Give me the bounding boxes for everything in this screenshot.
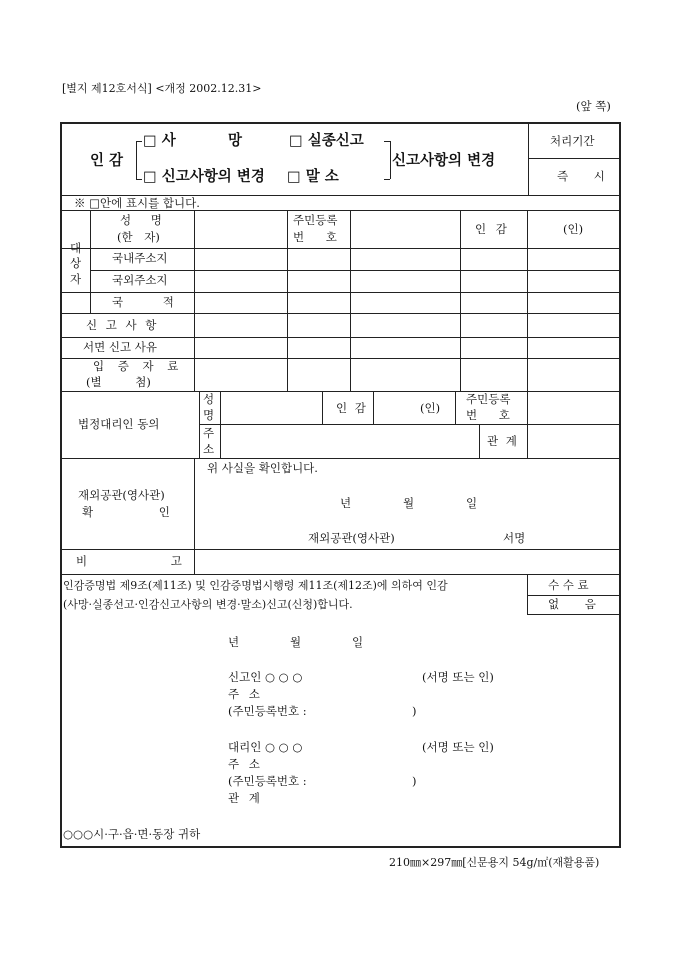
recipient: ○○○시·구·읍·면·동장 귀하 [63, 827, 201, 841]
reporter-rrn-close: ) [412, 704, 417, 718]
declaration-date-year: 년 [228, 635, 240, 649]
checkbox-note: ※ □안에 표시를 합니다. [74, 196, 200, 210]
option-missing[interactable]: □ 실종신고 [289, 132, 364, 149]
consulate-date-year: 년 [340, 496, 352, 510]
domestic-address-label: 국내주소지 [112, 251, 168, 265]
report-item-label: 신 고 사 항 [86, 318, 157, 332]
agent-name-label-1: 성 [203, 392, 215, 406]
evidence-label: 입 증 자 료 [93, 359, 179, 373]
option-cancel[interactable]: □ 말 소 [287, 168, 339, 185]
fee-label: 수 수 료 [548, 578, 589, 592]
proxy-rrn-close: ) [412, 774, 417, 788]
consulate-date-day: 일 [466, 496, 478, 510]
agent-relation-label: 관 계 [487, 434, 517, 448]
reporter-address: 주 소 [228, 687, 260, 701]
nationality-label: 국 적 [112, 295, 174, 309]
proxy-rrn: (주민등록번호 : [228, 774, 307, 788]
consulate-office: 재외공관(영사관) [308, 531, 395, 545]
agent-seal-mark: (인) [420, 401, 441, 415]
agent-rrn-label-1: 주민등록 [466, 392, 511, 406]
processing-period-value: 즉 시 [557, 169, 605, 183]
declaration-line-1: 인감증명법 제9조(제11조) 및 인감증명법시행령 제11조(제12조)에 의하여 인감 [63, 579, 448, 592]
rrn-label: 주민등록 [293, 213, 338, 227]
agent-address-label-1: 주 [203, 426, 215, 440]
reporter-sign: (서명 또는 인) [422, 670, 494, 684]
consulate-sign: 서명 [503, 531, 526, 545]
foreign-address-label: 국외주소지 [112, 273, 168, 287]
agent-seal-label: 인 감 [336, 401, 366, 415]
paper-spec: 210㎜×297㎜[신문용지 54g/㎡(재활용품) [389, 856, 600, 869]
proxy-sign: (서명 또는 인) [422, 740, 494, 754]
title-prefix: 인 감 [90, 152, 124, 169]
declaration-line-2: (사망·실종선고·인감신고사항의 변경·말소)신고(신청)합니다. [63, 598, 353, 611]
rrn-label-2: 번 호 [293, 230, 337, 244]
written-reason-label: 서면 신고 사유 [83, 340, 157, 354]
option-death[interactable]: □ 사 [143, 132, 176, 149]
remarks-label: 비 고 [76, 554, 182, 568]
option-change[interactable]: □ 신고사항의 변경 [143, 168, 265, 185]
reporter-rrn: (주민등록번호 : [228, 704, 307, 718]
name-label: 성 명 [120, 213, 162, 227]
subject-side-2: 상 [70, 256, 82, 270]
option-death-suffix: 망 [228, 132, 243, 149]
title-suffix: 신고사항의 변경 [392, 152, 496, 169]
subject-side-1: 대 [70, 241, 82, 255]
declaration-date-month: 월 [290, 635, 302, 649]
agent-rrn-label-2: 번 호 [466, 408, 510, 422]
name-hanja-label: (한 자) [117, 230, 160, 244]
agent-address-label-2: 소 [203, 442, 215, 456]
seal-mark: (인) [563, 222, 584, 236]
form-number: [별지 제12호서식] <개정 2002.12.31> [62, 82, 262, 95]
legal-agent-label: 법정대리인 동의 [78, 417, 160, 431]
agent-name-label-2: 명 [203, 408, 215, 422]
proxy-relation: 관 계 [228, 791, 260, 805]
consulate-confirm-label: 확 인 [82, 505, 170, 519]
declaration-date-day: 일 [352, 635, 364, 649]
consulate-label: 재외공관(영사관) [78, 488, 165, 502]
fee-value: 없 음 [548, 597, 596, 611]
processing-period-label: 처리기간 [550, 134, 595, 148]
consulate-confirm-text: 위 사실을 확인합니다. [207, 461, 318, 475]
proxy-label: 대리인 ○ ○ ○ [228, 740, 303, 754]
subject-side-3: 자 [70, 272, 82, 286]
reporter-label: 신고인 ○ ○ ○ [228, 670, 303, 684]
page-side-label: (앞 쪽) [576, 99, 611, 113]
proxy-address: 주 소 [228, 757, 260, 771]
consulate-date-month: 월 [403, 496, 415, 510]
evidence-attached-label: (별 첨) [86, 375, 151, 389]
seal-label: 인 감 [475, 222, 507, 236]
